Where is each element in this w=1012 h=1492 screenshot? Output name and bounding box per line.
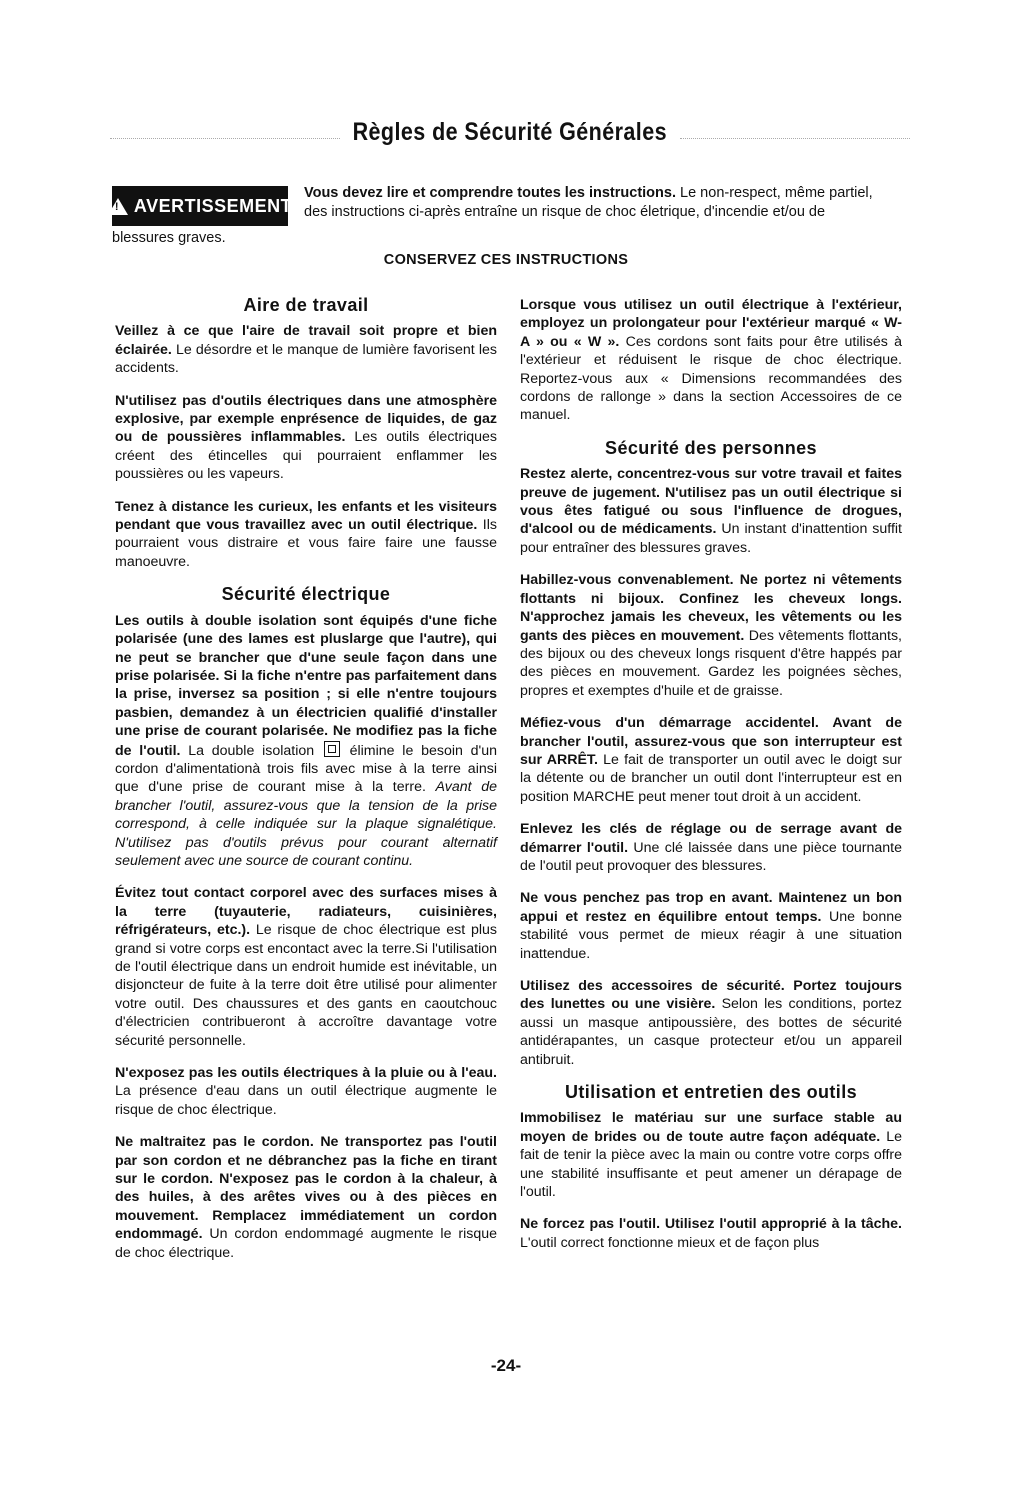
paragraph-lead: N'utilisez pas d'outils électriques dans une atmosphère explosive, par exemple enprésence de liquides, de gaz ou de poussières inflammables. <box>115 392 497 446</box>
paragraph-body: L'outil correct fonctionne mieux et de façon plus <box>520 1234 820 1251</box>
paragraph <box>520 1215 902 1252</box>
page-title: Règles de Sécurité Générales <box>344 118 676 147</box>
paragraph-body: Ces cordons sont faits pour être utilisés à l'extérieur et réduisent le risque de choc électrique. Reportez-vous aux « Dimensions recommandées des cordons de rallonge » dans la section Accessoires de ce manuel. <box>520 333 902 424</box>
paragraph-lead: Lorsque vous utilisez un outil électrique à l'extérieur, employez un prolongateur pour l'extérieur marqué « W-A » ou « W ». <box>520 297 902 350</box>
paragraph <box>115 1133 497 1262</box>
paragraph-lead: Ne maltraitez pas le cordon. Ne transportez pas l'outil par son cordon et ne débranchez pas la fiche en tirant sur le cordon. N'exposez pas le cordon à la chaleur, à des huiles, à des arêtes vives ou à des pièces en mouvement. Remplacez immédiatement un cordon endommagé. <box>115 1134 497 1243</box>
page-number: -24- <box>490 1356 522 1375</box>
title-bar <box>110 118 910 158</box>
left-column <box>115 296 497 1276</box>
paragraph-lead: Immobilisez le matériau sur une surface stable au moyen de brides ou de toute autre façon adéquate. <box>520 1110 902 1145</box>
paragraph <box>520 1109 902 1201</box>
paragraph <box>520 820 902 875</box>
paragraph <box>115 884 497 1050</box>
paragraph <box>520 889 902 963</box>
paragraph-lead: Les outils à double isolation sont équipés d'une fiche polarisée (une des lames est pluslarge que l'autre), qui ne peut se brancher que d'une seule façon dans une prise polarisée. Si la fiche n'entre pas parfaitement dans la prise, inversez sa position ; si elle n'entre toujours pasbien, demandez à un électricien qualifié d'installer une prise de courant polarisée. Ne modifiez pas la fiche de l'outil. <box>115 612 497 759</box>
paragraph-lead: Restez alerte, concentrez-vous sur votre travail et faites preuve de jugement. N'utilisez pas un outil électrique si vous êtes fatigué ou sous l'influence de drogues, d'alcool ou de médicaments. <box>520 466 902 538</box>
paragraph-lead: Évitez tout contact corporel avec des surfaces mises à la terre (tuyauterie, radiateurs, cuisinières, réfrigérateurs, etc.). <box>115 885 497 939</box>
paragraph-body: La présence d'eau dans un outil électrique augmente le risque de choc électrique. <box>115 1083 497 1118</box>
paragraph-body: Le désordre et le manque de lumière favorisent les accidents. <box>115 341 497 377</box>
paragraph-body: Selon les conditions, portez aussi un masque antipoussière, des bottes de sécurité antidérapantes, un casque protecteur et/ou un appareil antibruit. <box>520 996 902 1068</box>
section-heading-electrical-safety: Sécurité électrique <box>221 584 391 605</box>
paragraph-body: Une clé laissée dans une pièce tournante de l'outil peut provoquer des blessures. <box>520 839 902 874</box>
paragraph-body: Les outils électriques créent des étincelles qui pourraient enflammer les poussières ou les vapeurs. <box>115 429 497 483</box>
section-heading-personal-safety: Sécurité des personnes <box>605 437 817 458</box>
paragraph <box>520 714 902 806</box>
paragraph-italic: Avant de brancher l'outil, assurez-vous que la tension de la prise correspond, à celle indiquée sur la plaque signalétique. N'utilisez pas d'outils prévus pour courant alternatif seulement avec une source de courant continu. <box>115 779 497 869</box>
paragraph-body: Un cordon endommagé augmente le risque de choc électrique. <box>115 1226 497 1261</box>
paragraph-lead: Ne vous penchez pas trop en avant. Maintenez un bon appui et restez en équilibre entout temps. <box>520 890 902 925</box>
paragraph <box>520 465 902 557</box>
paragraph-body: Ils pourraient vous distraire et vous faire faire une fausse manoeuvre. <box>115 517 497 570</box>
warning-triangle-icon: ! <box>108 198 128 215</box>
paragraph-body: Le fait de tenir la pièce avec la main ou contre votre corps offre une stabilité insuffisante et peut amener un dérapage de l'outil. <box>520 1128 902 1201</box>
paragraph <box>115 612 497 871</box>
paragraph-body: Le risque de choc électrique est plus grand si votre corps est encontact avec la terre.Si l'utilisation de l'outil électrique dans un endroit humide est inévitable, un disjoncteur de fuite à la terre doit être utilisé pour alimenter votre outil. Des chaussures et des gants en caoutchouc d'électricien contribueront à accroître davantage votre sécurité personnelle. <box>115 922 497 1049</box>
title-rule-left <box>110 138 340 140</box>
paragraph-body: La double isolation <box>180 742 322 759</box>
paragraph-lead: Enlevez les clés de réglage ou de serrage avant de démarrer l'outil. <box>520 821 902 856</box>
warning-body: Le non-respect, même partiel, des instructions ci-après entraîne un risque de choc életrique, d'incendie et/ou de <box>304 185 873 220</box>
warning-label: AVERTISSEMENT <box>133 195 293 216</box>
paragraph <box>520 296 902 425</box>
paragraph-lead: Veillez à ce que l'aire de travail soit propre et bien éclairée. <box>115 323 497 358</box>
paragraph-body: Le fait de transporter un outil avec le doigt sur la détente ou de brancher un outil dont l'interrupteur est en position MARCHE peut mener tout droit à un accident. <box>520 751 902 805</box>
paragraph <box>115 498 497 572</box>
paragraph-lead: Habillez-vous convenablement. Ne portez ni vêtements flottants ni bijoux. Confinez les cheveux longs. N'approchez jamais les cheveux, les vêtements ou les gants des pièces en mouvement. <box>520 572 902 644</box>
paragraph-body: Une bonne stabilité vous permet de mieux réagir à une situation inattendue. <box>520 908 902 962</box>
double-insulation-icon <box>324 741 340 757</box>
warning-badge <box>112 186 293 226</box>
paragraph <box>115 1064 497 1119</box>
paragraph-lead: Tenez à distance les curieux, les enfants et les visiteurs pendant que vous travaillez avec un outil électrique. <box>115 498 497 534</box>
title-rule-right <box>680 138 910 140</box>
paragraph-lead: Méfiez-vous d'un démarrage accidentel. Avant de brancher l'outil, assurez-vous que son interrupteur est sur ARRÊT. <box>520 715 902 768</box>
paragraph-body: Un instant d'inattention suffit pour entraîner des blessures graves. <box>520 521 902 556</box>
section-heading-work-area: Aire de travail <box>243 295 369 315</box>
conserve-heading: CONSERVEZ CES INSTRUCTIONS <box>383 252 629 268</box>
warning-text <box>304 184 898 222</box>
paragraph <box>115 322 497 377</box>
paragraph-lead: Utilisez des accessoires de sécurité. Portez toujours des lunettes ou une visière. <box>520 978 902 1013</box>
paragraph-lead: N'exposez pas les outils électriques à la pluie ou à l'eau. <box>115 1065 497 1082</box>
paragraph <box>520 977 902 1069</box>
paragraph-body: élimine le besoin d'un cordon d'alimentationà trois fils avec mise à la terre ainsi que d'une prise de courant mise à la terre. <box>115 742 497 796</box>
paragraph-body: Des vêtements flottants, des bijoux ou des cheveux longs risquent d'être happés par des pièces en mouvement. Gardez les poignées sèches, propres et exemptes d'huile et de graisse. <box>520 627 902 699</box>
right-column <box>520 296 902 1266</box>
section-heading-tool-use: Utilisation et entretien des outils <box>564 1082 858 1103</box>
warning-text-continued: blessures graves. <box>112 230 226 246</box>
paragraph <box>520 571 902 700</box>
paragraph-lead: Ne forcez pas l'outil. Utilisez l'outil approprié à la tâche. <box>520 1216 902 1233</box>
paragraph <box>115 392 497 484</box>
warning-bold: Vous devez lire et comprendre toutes les instructions. <box>304 185 676 201</box>
